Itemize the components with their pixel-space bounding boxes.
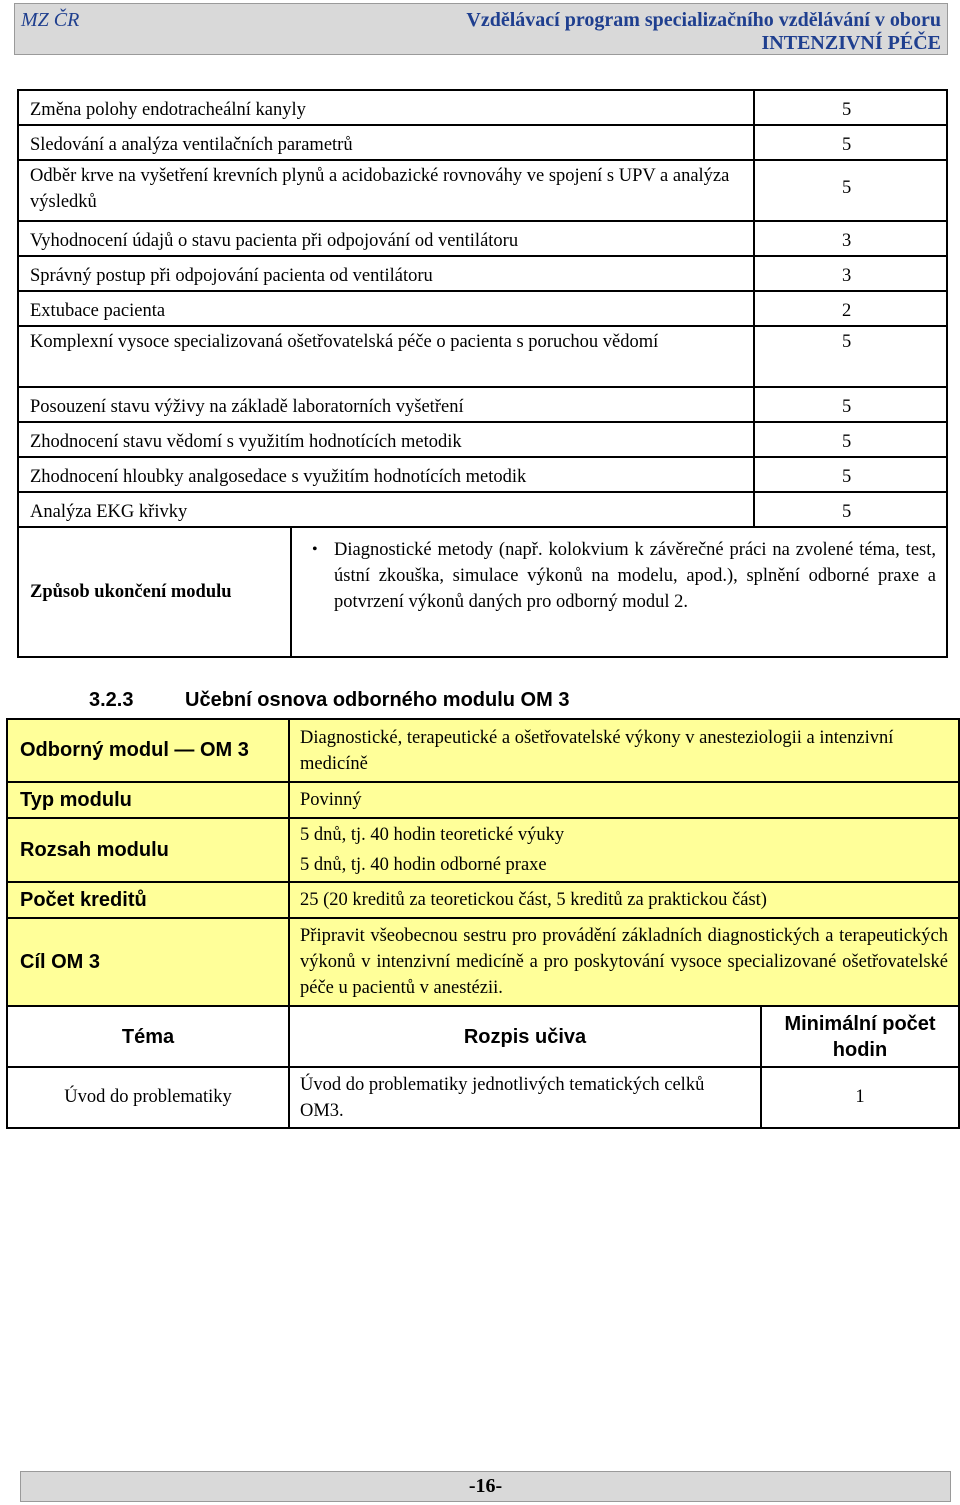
activity-label: Extubace pacienta: [18, 291, 754, 326]
activity-value: 5: [754, 326, 947, 387]
activity-value: 5: [754, 125, 947, 160]
activity-label: Zhodnocení hloubky analgosedace s využitím hodnotících metodik: [18, 457, 754, 492]
module-goal-label: Cíl OM 3: [7, 918, 289, 1006]
activity-value: 5: [754, 492, 947, 527]
table-row: [18, 387, 947, 422]
header-left: MZ ČR: [21, 9, 80, 31]
table-row: [18, 221, 947, 256]
module-scope-cell: [289, 818, 959, 882]
module-exit-label: Způsob ukončení modulu: [18, 527, 291, 657]
activity-value: 5: [754, 90, 947, 125]
section-heading: [89, 689, 569, 712]
table-row: [7, 782, 959, 818]
header-right: [466, 9, 941, 55]
activity-value: 2: [754, 291, 947, 326]
table-row: [7, 918, 959, 1006]
table-row: [18, 492, 947, 527]
activity-label: Vyhodnocení údajů o stavu pacienta při odpojování od ventilátoru: [18, 221, 754, 256]
module-credits-value: 25 (20 kreditů za teoretickou část, 5 kreditů za praktickou část): [289, 882, 959, 918]
module-goal-value: Připravit všeobecnou sestru pro provádění základních diagnostických a terapeutických výkonů v intenzivní medicíně a pro poskytování vysoce specializované ošetřovatelské péče u pacientů v anestézii.: [289, 918, 959, 1006]
activity-label: Správný postup při odpojování pacienta od ventilátoru: [18, 256, 754, 291]
module-info-table: [6, 718, 960, 1007]
table-row: [18, 457, 947, 492]
module-exit-row: [18, 527, 947, 657]
table-row: [18, 90, 947, 125]
page-header: [14, 3, 948, 55]
activity-value: 5: [754, 457, 947, 492]
column-header-topic: Téma: [7, 1006, 289, 1067]
module-exit-cell: [291, 527, 947, 657]
table-row: [7, 818, 959, 882]
activity-label: Změna polohy endotracheální kanyly: [18, 90, 754, 125]
page-number: -16-: [20, 1471, 951, 1502]
header-title-line1: Vzdělávací program specializačního vzdělávání v oboru: [466, 9, 941, 31]
module-scope-theory: 5 dnů, tj. 40 hodin teoretické výuky: [300, 825, 565, 845]
table-row: [7, 719, 959, 782]
column-header-content: Rozpis učiva: [289, 1006, 761, 1067]
table-row: [18, 291, 947, 326]
module-type-label: Typ modulu: [7, 782, 289, 818]
activity-label: Odběr krve na vyšetření krevních plynů a acidobazické rovnováhy ve spojení s UPV a analýza výsledků: [18, 160, 754, 221]
activity-label: Zhodnocení stavu vědomí s využitím hodnotících metodik: [18, 422, 754, 457]
activities-table: [17, 89, 948, 658]
activity-label: Analýza EKG křivky: [18, 492, 754, 527]
bullet-icon: •: [312, 541, 318, 558]
module-type-value: Povinný: [289, 782, 959, 818]
activity-value: 5: [754, 387, 947, 422]
table-row: [7, 1067, 959, 1128]
module-name-label: Odborný modul — OM 3: [7, 719, 289, 782]
table-header-row: [7, 1006, 959, 1067]
curriculum-hours: 1: [761, 1067, 959, 1128]
curriculum-topic: Úvod do problematiky: [7, 1067, 289, 1128]
section-title: Učební osnova odborného modulu OM 3: [185, 689, 570, 711]
curriculum-content: Úvod do problematiky jednotlivých tematických celků OM3.: [289, 1067, 761, 1128]
module-scope-label: Rozsah modulu: [7, 818, 289, 882]
activity-value: 5: [754, 160, 947, 221]
activity-value: 3: [754, 256, 947, 291]
activity-label: Posouzení stavu výživy na základě laboratorních vyšetření: [18, 387, 754, 422]
header-title-line2: INTENZIVNÍ PÉČE: [761, 32, 941, 54]
module-credits-label: Počet kreditů: [7, 882, 289, 918]
table-row: [18, 125, 947, 160]
table-row: [18, 160, 947, 221]
column-header-hours: Minimální počet hodin: [761, 1006, 959, 1067]
section-number: 3.2.3: [89, 689, 134, 711]
activity-label: Komplexní vysoce specializovaná ošetřovatelská péče o pacienta s poruchou vědomí: [18, 326, 754, 387]
curriculum-table: [6, 1005, 960, 1129]
table-row: [7, 882, 959, 918]
module-exit-text: Diagnostické metody (např. kolokvium k závěrečné práci na zvolené téma, test, ústní zkouška, simulace výkonů na modelu, apod.), splnění odborné praxe a potvrzení výkonů daných pro odborný modul 2.: [334, 540, 936, 612]
table-row: [18, 326, 947, 387]
activity-value: 5: [754, 422, 947, 457]
table-row: [18, 256, 947, 291]
activity-value: 3: [754, 221, 947, 256]
table-row: [18, 422, 947, 457]
module-name-value: Diagnostické, terapeutické a ošetřovatelské výkony v anesteziologii a intenzivní medicíně: [289, 719, 959, 782]
module-scope-practice: 5 dnů, tj. 40 hodin odborné praxe: [300, 855, 547, 875]
activity-label: Sledování a analýza ventilačních parametrů: [18, 125, 754, 160]
